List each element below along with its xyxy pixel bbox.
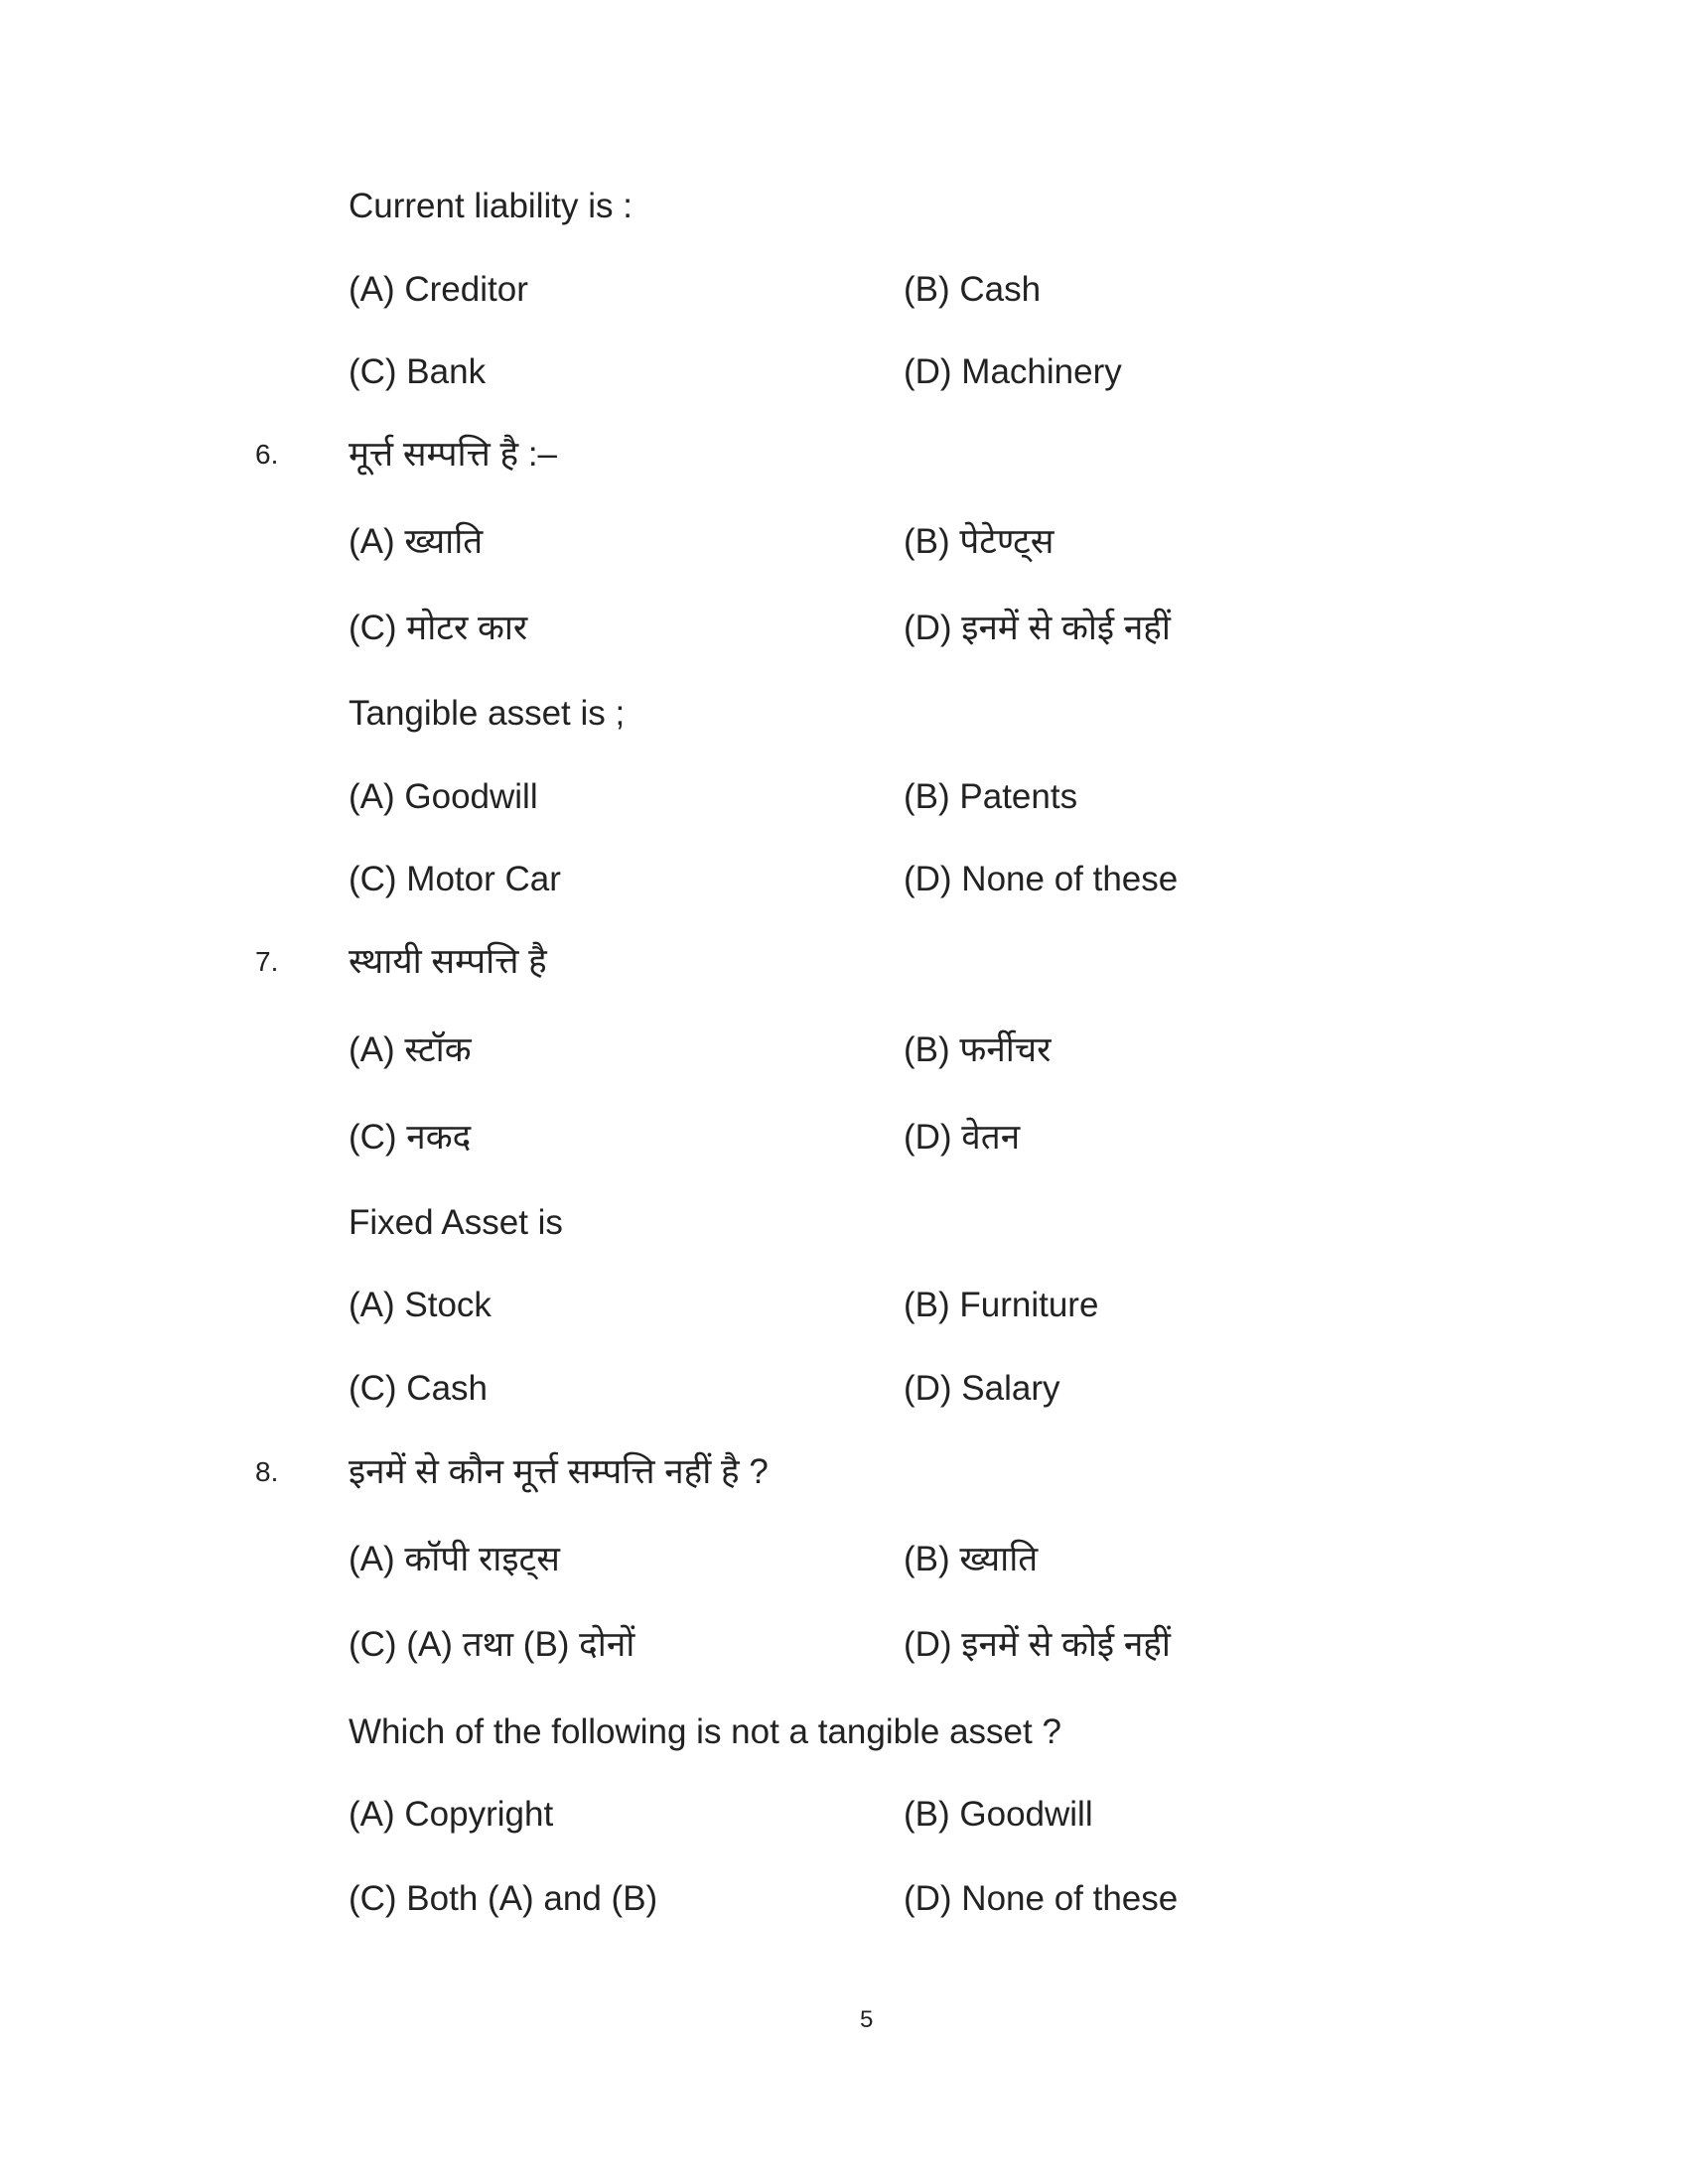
question-prompt: मूर्त्त सम्पत्ति है :– bbox=[349, 435, 558, 474]
option-c: (C) (A) तथा (B) दोनों bbox=[349, 1625, 635, 1664]
option-b: (B) Cash bbox=[904, 270, 1042, 309]
option-d: (D) वेतन bbox=[904, 1118, 1021, 1157]
option-a: (A) Copyright bbox=[349, 1795, 554, 1834]
option-b: (B) Goodwill bbox=[904, 1795, 1093, 1834]
option-d: (D) इनमें से कोई नहीं bbox=[904, 1625, 1171, 1664]
question-number: 7. bbox=[255, 946, 279, 977]
option-b: (B) ख्याति bbox=[904, 1540, 1039, 1578]
question-prompt: Current liability is : bbox=[349, 187, 633, 225]
question-prompt: इनमें से कौन मूर्त्त सम्पत्ति नहीं है ? bbox=[349, 1452, 769, 1491]
option-a: (A) कॉपी राइट्स bbox=[349, 1540, 560, 1578]
question-prompt: Which of the following is not a tangible asset ? bbox=[349, 1712, 1061, 1751]
option-c: (C) नकद bbox=[349, 1118, 472, 1157]
option-c: (C) Bank bbox=[349, 352, 487, 391]
option-d: (D) None of these bbox=[904, 1879, 1179, 1918]
option-a: (A) स्टॉक bbox=[349, 1030, 472, 1069]
question-prompt: स्थायी सम्पत्ति है bbox=[349, 942, 547, 981]
page-number: 5 bbox=[860, 2006, 874, 2033]
question-prompt: Tangible asset is ; bbox=[349, 694, 626, 733]
option-a: (A) Creditor bbox=[349, 270, 528, 309]
option-b: (B) फर्नीचर bbox=[904, 1030, 1052, 1069]
option-a: (A) Goodwill bbox=[349, 777, 538, 816]
option-d: (D) Salary bbox=[904, 1369, 1060, 1408]
option-c: (C) मोटर कार bbox=[349, 609, 528, 647]
question-number: 6. bbox=[255, 439, 279, 470]
option-d: (D) None of these bbox=[904, 860, 1179, 898]
question-prompt: Fixed Asset is bbox=[349, 1203, 563, 1242]
option-c: (C) Both (A) and (B) bbox=[349, 1879, 658, 1918]
option-c: (C) Cash bbox=[349, 1369, 489, 1408]
option-a: (A) ख्याति bbox=[349, 522, 484, 561]
question-number: 8. bbox=[255, 1456, 279, 1487]
option-d: (D) इनमें से कोई नहीं bbox=[904, 609, 1171, 647]
option-c: (C) Motor Car bbox=[349, 860, 561, 898]
option-b: (B) Furniture bbox=[904, 1286, 1099, 1324]
option-d: (D) Machinery bbox=[904, 352, 1122, 391]
option-b: (B) पेटेण्ट्स bbox=[904, 522, 1055, 561]
option-b: (B) Patents bbox=[904, 777, 1078, 816]
option-a: (A) Stock bbox=[349, 1286, 492, 1324]
